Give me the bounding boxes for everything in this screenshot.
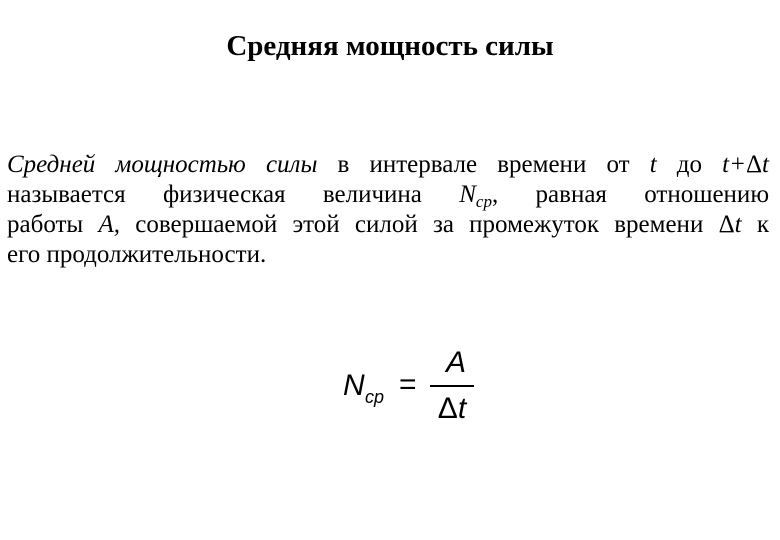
fraction-bar [430,385,474,387]
line2-text1: называется физическая величина [7,181,460,208]
defined-term: Средней мощностью силы [7,151,318,178]
symbol-N-subscript: ср [475,192,492,211]
formula-equals: = [399,368,417,401]
paragraph-line-1 [7,150,769,180]
symbol-N: N [459,181,476,208]
symbol-t-plus: t+ [722,151,746,178]
symbol-t: t [649,151,657,178]
paragraph-line-4 [7,240,769,270]
denominator-delta: Δ [437,392,458,425]
line3-symbol-t: t [734,211,742,238]
formula-lhs: N [343,369,365,402]
line1-text2: до [656,151,723,178]
denominator-t: t [457,392,467,425]
slide-title: Средняя мощность силы [226,30,554,62]
symbol-t-end: t [762,151,769,178]
line3-delta: Δ [718,211,735,238]
line3-text2: совершаемой этой силой за промежуток времени [119,211,719,238]
average-power-formula [343,346,473,426]
formula-numerator: A [445,346,466,379]
formula-lhs-subscript: cp [365,387,385,407]
definition-paragraph [7,150,769,270]
line2-text2: , равная отношению [491,181,769,208]
line4-text1: его продолжительности. [7,241,267,268]
line3-text3: к [741,211,769,238]
symbol-delta: Δ [745,151,763,178]
paragraph-line-3 [7,210,769,240]
symbol-A: A, [98,211,120,238]
line1-text1: в интервале времени от [317,151,650,178]
formula-denominator [430,394,474,424]
paragraph-line-2 [7,180,769,210]
line3-text1: работы [7,211,99,238]
